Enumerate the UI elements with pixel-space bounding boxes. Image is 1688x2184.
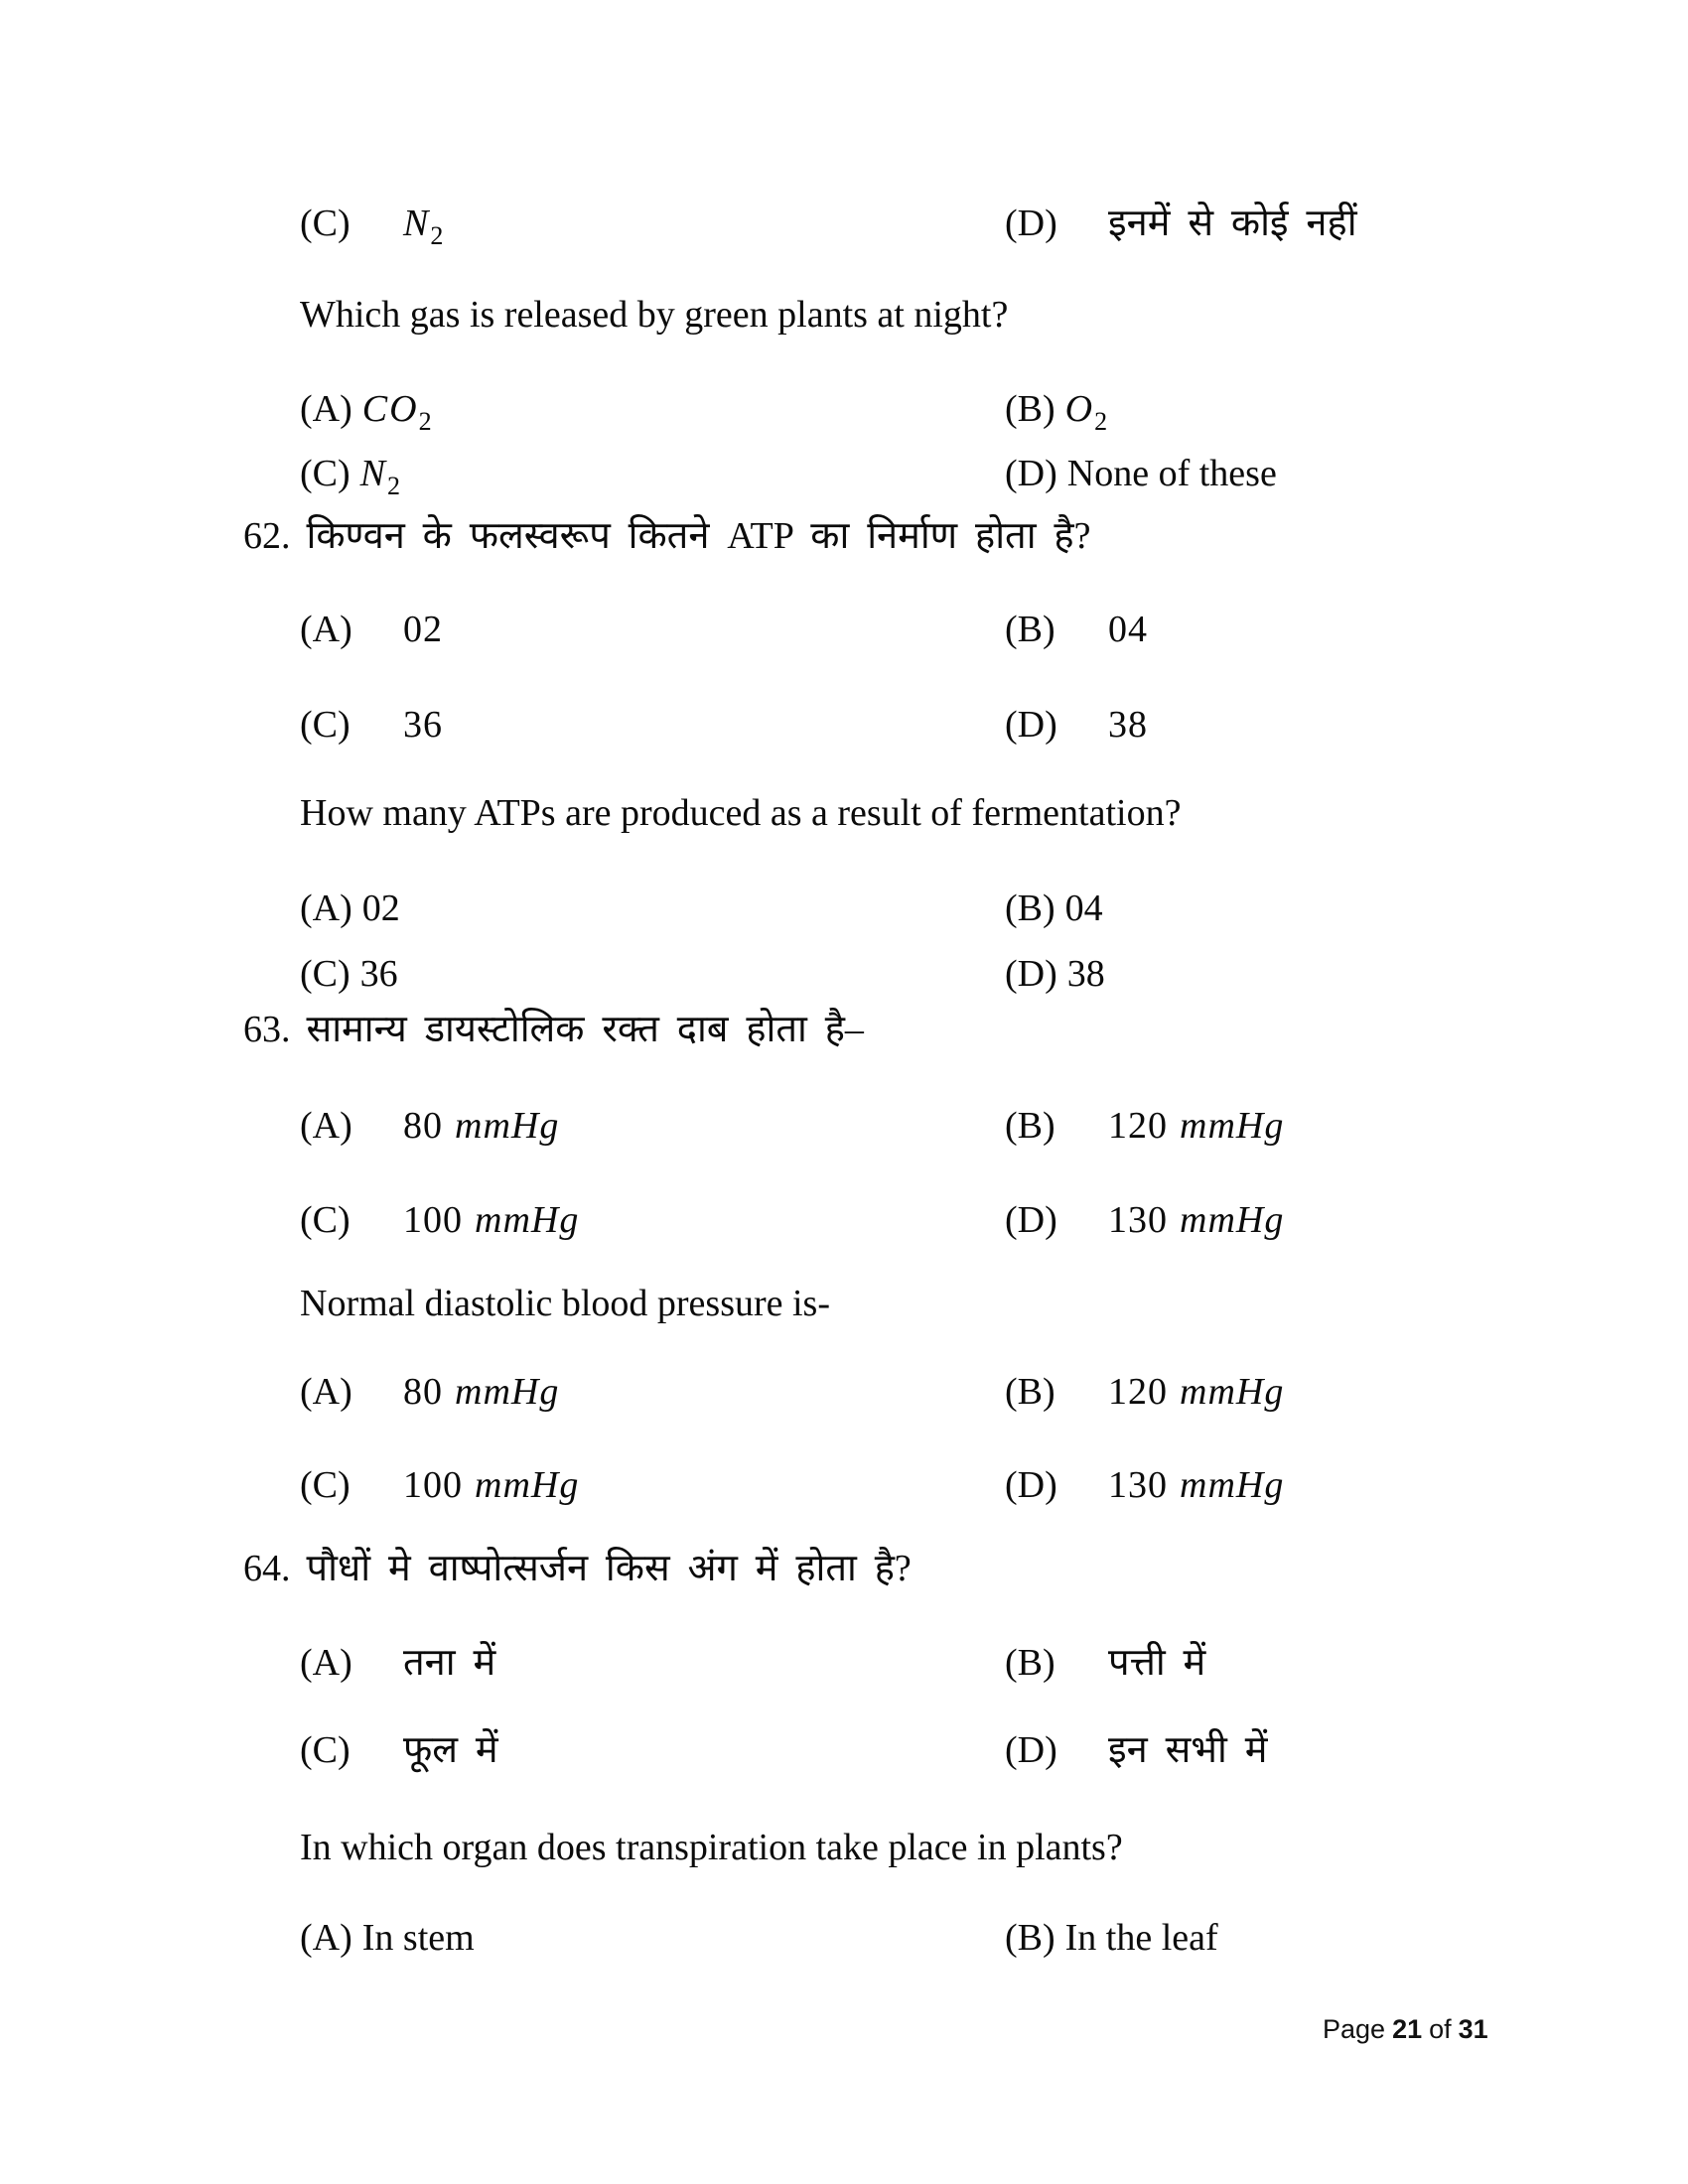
option-letter: (C) — [300, 953, 351, 995]
chem-subscript: 2 — [430, 221, 444, 250]
q61-en-option-c — [300, 453, 401, 500]
q64-hindi-option-row-ab — [0, 1642, 1688, 1713]
q62-en-option-c — [300, 953, 398, 997]
value: 100 — [403, 1464, 463, 1506]
option-letter: (A) — [300, 1105, 352, 1147]
page-word: Page — [1323, 2014, 1386, 2044]
q63-english-question: Normal diastolic blood pressure is- — [300, 1283, 831, 1324]
chem-base: CO — [361, 388, 419, 430]
q62-hindi-question-row — [0, 515, 1688, 587]
measurement — [403, 1199, 579, 1241]
of-word: of — [1429, 2014, 1452, 2044]
q64-hindi-question-row — [0, 1548, 1688, 1619]
option-letter: (B) — [1005, 1642, 1055, 1684]
q64-hindi-question — [243, 1548, 912, 1591]
option-text: तना में — [403, 1642, 496, 1684]
value: 120 — [1108, 1371, 1168, 1413]
chemical-formula — [361, 388, 432, 436]
option-letter: (C) — [300, 453, 351, 494]
option-letter: (D) — [1005, 1464, 1057, 1506]
option-letter: (D) — [1005, 453, 1057, 494]
option-text: None of these — [1066, 453, 1277, 494]
q63-hi-option-d — [1005, 1199, 1284, 1243]
option-letter: (D) — [1005, 1729, 1057, 1771]
q63-english-option-row-cd — [0, 1464, 1688, 1536]
q61-english-option-row-cd — [0, 453, 1688, 524]
q64-english-option-row-ab — [0, 1917, 1688, 1988]
q62-english-question: How many ATPs are produced as a result of fermentation? — [300, 792, 1182, 834]
option-text: इन सभी में — [1108, 1729, 1268, 1771]
chemical-formula — [359, 453, 401, 500]
option-text: 04 — [1064, 887, 1103, 929]
unit: mmHg — [1180, 1199, 1285, 1241]
q63-en-option-a — [300, 1371, 559, 1415]
q63-hi-option-b — [1005, 1105, 1284, 1149]
chem-subscript: 2 — [1094, 407, 1108, 436]
unit: mmHg — [1180, 1464, 1285, 1506]
q63-english-option-row-ab — [0, 1371, 1688, 1442]
option-text: 36 — [359, 953, 398, 995]
q63-en-option-c — [300, 1464, 579, 1508]
option-letter: (B) — [1005, 887, 1055, 929]
q62-hindi-question — [243, 515, 1090, 559]
q62-hi-option-a — [300, 609, 443, 652]
measurement — [403, 1464, 579, 1506]
option-letter: (A) — [300, 1371, 352, 1413]
q63-en-option-b — [1005, 1371, 1284, 1415]
page-footer — [1323, 2014, 1488, 2045]
question-text: किण्वन के फलस्वरूप कितने ATP का निर्माण होता है? — [306, 515, 1091, 557]
measurement — [1108, 1371, 1284, 1413]
value: 80 — [403, 1105, 443, 1147]
option-text: 38 — [1066, 953, 1105, 995]
q64-english-question-row — [0, 1827, 1688, 1898]
q64-english-question: In which organ does transpiration take place in plants? — [300, 1827, 1123, 1868]
q64-en-option-a — [300, 1917, 475, 1961]
page-number: 21 — [1392, 2014, 1423, 2044]
chem-subscript: 2 — [387, 472, 401, 500]
q61-option-d — [1005, 203, 1357, 246]
measurement — [403, 1105, 559, 1147]
q64-hi-option-c — [300, 1729, 498, 1773]
q63-english-question-row — [0, 1283, 1688, 1354]
chem-base: N — [403, 203, 431, 244]
option-text: In stem — [361, 1917, 475, 1959]
chem-subscript: 2 — [418, 407, 432, 436]
unit: mmHg — [455, 1371, 560, 1413]
unit: mmHg — [1180, 1105, 1285, 1147]
question-number: 62. — [243, 515, 291, 557]
question-number: 63. — [243, 1009, 291, 1050]
option-letter: (C) — [300, 1199, 351, 1241]
option-text: 36 — [403, 704, 443, 746]
value: 100 — [403, 1199, 463, 1241]
option-letter: (A) — [300, 887, 352, 929]
q61-english-question-row — [0, 294, 1688, 365]
option-text: पत्ती में — [1108, 1642, 1206, 1684]
q62-english-option-row-ab — [0, 887, 1688, 959]
q63-hi-option-a — [300, 1105, 559, 1149]
option-text: 04 — [1108, 609, 1148, 650]
q62-hi-option-c — [300, 704, 443, 748]
unit: mmHg — [475, 1199, 580, 1241]
option-letter: (A) — [300, 388, 352, 430]
chem-base: O — [1064, 388, 1095, 430]
measurement — [1108, 1464, 1284, 1506]
q62-en-option-d — [1005, 953, 1105, 997]
option-text: इनमें से कोई नहीं — [1108, 203, 1357, 244]
unit: mmHg — [455, 1105, 560, 1147]
question-text: पौधों मे वाष्पोत्सर्जन किस अंग में होता है? — [306, 1548, 912, 1589]
chemical-formula — [1064, 388, 1108, 436]
unit: mmHg — [1180, 1371, 1285, 1413]
option-letter: (C) — [300, 1729, 351, 1771]
q64-en-option-b — [1005, 1917, 1218, 1961]
option-text: In the leaf — [1064, 1917, 1218, 1959]
value: 80 — [403, 1371, 443, 1413]
q64-hi-option-d — [1005, 1729, 1267, 1773]
q64-hi-option-b — [1005, 1642, 1205, 1686]
q64-hi-option-a — [300, 1642, 495, 1686]
q61-en-option-d — [1005, 453, 1277, 496]
option-letter: (B) — [1005, 1371, 1055, 1413]
chem-base: N — [359, 453, 388, 494]
q63-hindi-question-row — [0, 1009, 1688, 1080]
measurement — [1108, 1105, 1284, 1147]
option-letter: (C) — [300, 704, 351, 746]
option-text: फूल में — [403, 1729, 498, 1771]
option-letter: (B) — [1005, 609, 1055, 650]
q63-en-option-d — [1005, 1464, 1284, 1508]
q63-hi-option-c — [300, 1199, 579, 1243]
option-letter: (B) — [1005, 1105, 1055, 1147]
question-text: सामान्य डायस्टोलिक रक्त दाब होता है– — [306, 1009, 864, 1050]
value: 130 — [1108, 1199, 1168, 1241]
q62-en-option-b — [1005, 887, 1103, 931]
question-number: 64. — [243, 1548, 291, 1589]
option-text: 38 — [1108, 704, 1148, 746]
q62-hi-option-d — [1005, 704, 1148, 748]
q64-hindi-option-row-cd — [0, 1729, 1688, 1801]
q62-hindi-option-row-ab — [0, 609, 1688, 680]
q61-hindi-option-row-cd — [0, 203, 1688, 274]
option-letter: (C) — [300, 203, 351, 244]
option-text: 02 — [403, 609, 443, 650]
option-letter: (B) — [1005, 388, 1055, 430]
value: 130 — [1108, 1464, 1168, 1506]
q61-en-option-b — [1005, 388, 1108, 436]
q61-english-question: Which gas is released by green plants at night? — [300, 294, 1009, 336]
chemical-formula — [403, 203, 444, 250]
option-text: 02 — [361, 887, 400, 929]
q63-hindi-question — [243, 1009, 864, 1052]
q63-hindi-option-row-ab — [0, 1105, 1688, 1176]
option-letter: (D) — [1005, 704, 1057, 746]
option-letter: (A) — [300, 1642, 352, 1684]
option-letter: (B) — [1005, 1917, 1055, 1959]
option-letter: (A) — [300, 1917, 352, 1959]
measurement — [1108, 1199, 1284, 1241]
option-letter: (D) — [1005, 953, 1057, 995]
q62-hindi-option-row-cd — [0, 704, 1688, 775]
q62-english-question-row — [0, 792, 1688, 864]
q61-en-option-a — [300, 388, 432, 436]
q63-hindi-option-row-cd — [0, 1199, 1688, 1271]
option-letter: (A) — [300, 609, 352, 650]
unit: mmHg — [475, 1464, 580, 1506]
total-pages: 31 — [1458, 2014, 1488, 2044]
measurement — [403, 1371, 559, 1413]
option-letter: (D) — [1005, 1199, 1057, 1241]
q61-option-c — [300, 203, 444, 250]
option-letter: (D) — [1005, 203, 1057, 244]
q62-hi-option-b — [1005, 609, 1148, 652]
value: 120 — [1108, 1105, 1168, 1147]
option-letter: (C) — [300, 1464, 351, 1506]
q61-english-option-row-ab — [0, 388, 1688, 460]
q62-en-option-a — [300, 887, 400, 931]
